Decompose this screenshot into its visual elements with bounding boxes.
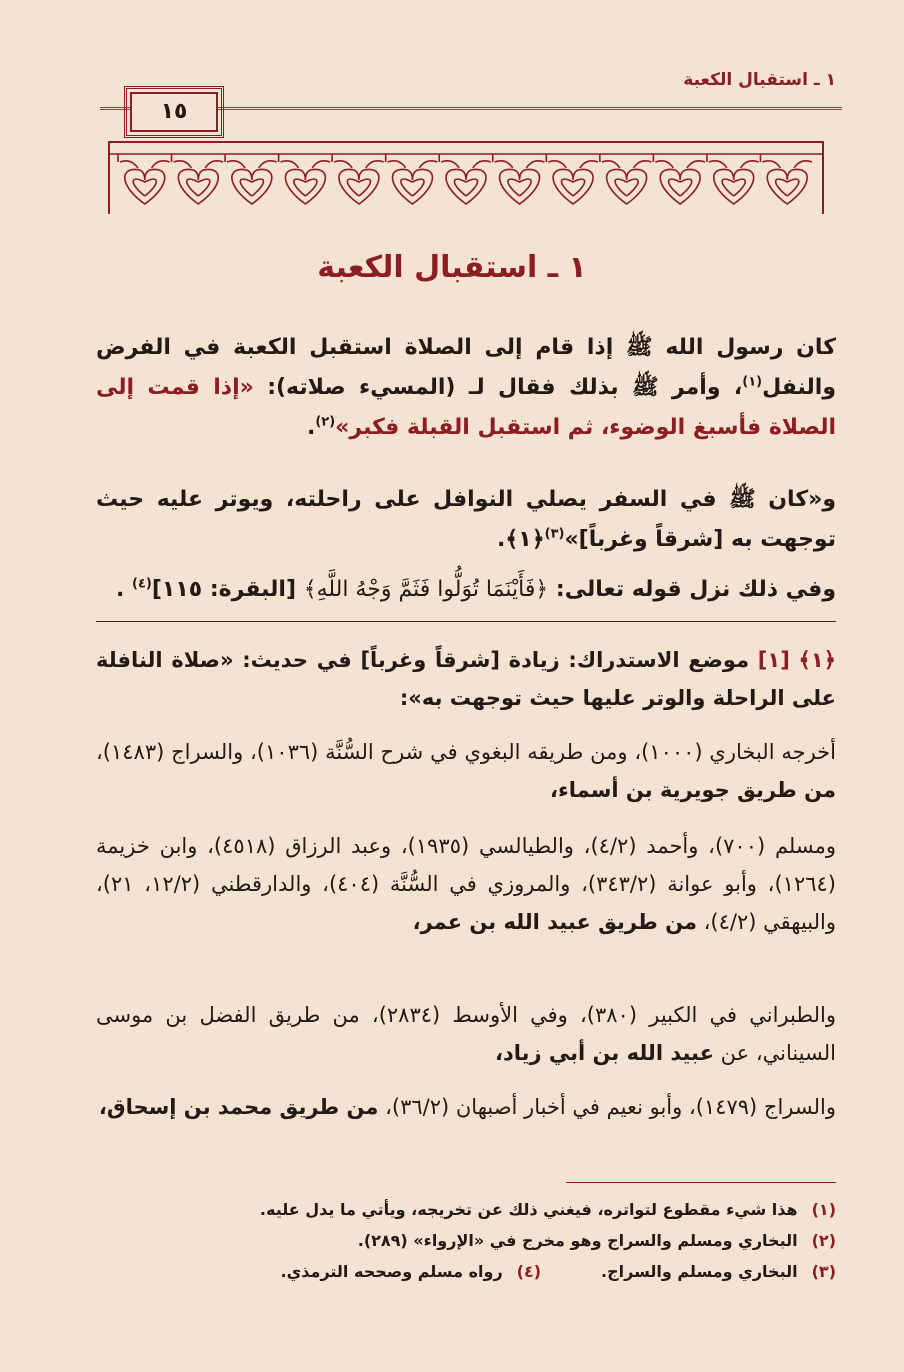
paragraph-1 — [96, 328, 836, 448]
paragraph-2 — [96, 480, 836, 560]
paragraph-3 — [96, 570, 836, 610]
p3-end: . — [115, 577, 133, 602]
hadith-quote: «إذا قمت إلى الصلاة فأسبغ الوضوء، ثم استقبل القبلة فكبر» — [96, 375, 836, 440]
p1-text-b: ، وأمر ﷺ بذلك فقال لـ (المسيء صلاته): — [253, 375, 743, 400]
takhrij-chain: من طريق محمد بن إسحاق، — [98, 1095, 379, 1119]
footnote-2 — [96, 1225, 836, 1256]
footnote-text: رواه مسلم وصححه الترمذي. — [280, 1262, 503, 1281]
footnotes — [96, 1194, 836, 1287]
footnote-number: (٣) — [811, 1262, 836, 1281]
p2-text: و«كان ﷺ في السفر يصلي النوافل على راحلته، ويوتر عليه حيث توجهت به [شرقاً وغرباً]» — [96, 487, 836, 552]
ornament-frieze — [108, 140, 824, 216]
footnote-ref-2[interactable]: (٢) — [315, 414, 336, 430]
footnote-text: هذا شيء مقطوع لتواتره، فيغني ذلك عن تخريجه، ويأتي ما يدل عليه. — [259, 1200, 798, 1219]
takhrij-chain: عبيد الله بن أبي زياد، — [494, 1041, 714, 1065]
p1-text: كان رسول الله ﷺ إذا قام إلى الصلاة استقبل الكعبة في الفرض والنفل — [96, 335, 837, 400]
takhrij-chain: من طريق جويرية بن أسماء، — [550, 778, 836, 802]
p2-end: . — [497, 527, 506, 552]
footnote-text: البخاري ومسلم والسراج وهو مخرج في «الإرواء» (٢٨٩). — [357, 1231, 798, 1250]
footnote-ref-1[interactable]: (١) — [742, 374, 763, 390]
footnote-ref-3[interactable]: (٣) — [544, 526, 565, 542]
p1-end: . — [306, 415, 316, 440]
footnote-text: البخاري ومسلم والسراج. — [601, 1262, 798, 1281]
quran-verse: ﴿فَأَيْنَمَا تُوَلُّوا فَثَمَّ وَجْهُ اللَّهِ﴾ — [303, 577, 549, 602]
ornament-motifs — [118, 154, 812, 204]
takhrij-paragraph — [96, 827, 836, 941]
istidrak-heading — [96, 641, 836, 717]
takhrij-paragraph — [96, 733, 836, 809]
istidrak-marker: ﴿١﴾ [١] — [757, 648, 836, 672]
footnote-number: (٤) — [516, 1262, 542, 1281]
p3-text: وفي ذلك نزل قوله تعالى: — [548, 577, 836, 602]
footnote-3-4 — [96, 1256, 836, 1287]
istidrak-text: موضع الاستدراك: زيادة [شرقاً وغرباً] في حديث: «صلاة النافلة على الراحلة والوتر عليها حيث توجهت به»: — [96, 648, 836, 710]
takhrij-chain: من طريق عبيد الله بن عمر، — [412, 910, 697, 934]
page-number: ١٥ — [130, 92, 218, 132]
chapter-title: ١ ـ استقبال الكعبة — [317, 250, 587, 285]
footnote-rule — [566, 1182, 836, 1183]
footnote-number: (١) — [811, 1200, 836, 1219]
footnote-number: (٢) — [811, 1231, 836, 1250]
footnote-1 — [96, 1194, 836, 1225]
section-divider — [96, 621, 836, 622]
takhrij-paragraph — [96, 1088, 836, 1126]
footnote-ref-4[interactable]: (٤) — [132, 576, 152, 592]
takhrij-text: أخرجه البخاري (١٠٠٠)، ومن طريقه البغوي في شرح السُّنَّة (١٠٣٦)، والسراج (١٤٨٣)، — [96, 740, 837, 764]
istidrak-marker-ref[interactable]: ﴿١﴾ — [505, 527, 545, 552]
takhrij-text: ومسلم (٧٠٠)، وأحمد (٤/٢)، والطيالسي (١٩٣٥)، وعبد الرزاق (٤٥١٨)، وابن خزيمة (١٢٦٤)، وأبو عوانة (٣٤٣/٢)، والمروزي في السُّنَّة (٤٠٤)، والدارقطني (١٢/٢، ٢١)، والبيهقي (٤/٢)، — [96, 834, 836, 934]
verse-reference: [البقرة: ١١٥] — [151, 577, 304, 602]
takhrij-text: والطبراني في الكبير (٣٨٠)، وفي الأوسط (٢٨٣٤)، من طريق الفضل بن موسى السيناني، عن — [96, 1003, 836, 1065]
takhrij-paragraph — [96, 996, 836, 1072]
takhrij-text: والسراج (١٤٧٩)، وأبو نعيم في أخبار أصبهان (٣٦/٢)، — [378, 1095, 836, 1119]
running-head: ١ ـ استقبال الكعبة — [683, 70, 836, 90]
